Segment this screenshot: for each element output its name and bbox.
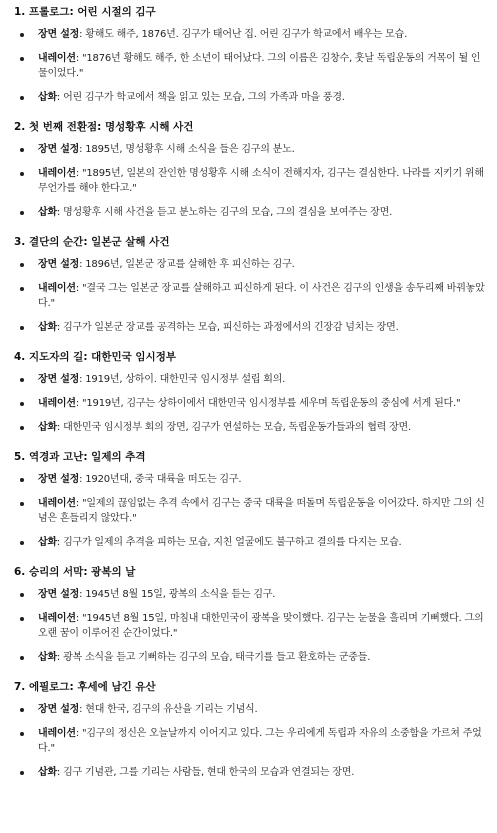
bullet-list bbox=[14, 702, 487, 780]
bullet-icon bbox=[20, 96, 24, 100]
item-text: : "일제의 끊임없는 추격 속에서 김구는 중국 대륙을 떠돌며 독립운동을 이어갔다. 하지만 그의 신념은 흔들리지 않았다." bbox=[38, 498, 485, 524]
bullet-icon bbox=[20, 478, 24, 482]
list-item bbox=[14, 535, 487, 550]
item-text: : 김구가 일본군 장교를 공격하는 모습, 피신하는 과정에서의 긴장감 넘치는 장면. bbox=[56, 322, 399, 333]
item-text: : "1945년 8월 15일, 마침내 대한민국이 광복을 맞이했다. 김구는 눈물을 흘리며 기뻐했다. 그의 오랜 꿈이 이루어진 순간이었다." bbox=[38, 613, 484, 639]
item-label: 장면 설정 bbox=[38, 589, 80, 600]
list-item bbox=[14, 587, 487, 602]
bullet-icon bbox=[20, 656, 24, 660]
item-text: : 1920년대, 중국 대륙을 떠도는 김구. bbox=[79, 474, 242, 485]
list-item bbox=[14, 496, 487, 526]
bullet-icon bbox=[20, 172, 24, 176]
bullet-icon bbox=[20, 287, 24, 291]
item-text: : 현대 한국, 김구의 유산을 기리는 기념식. bbox=[79, 704, 258, 715]
bullet-icon bbox=[20, 502, 24, 506]
section-title: 2. 첫 번째 전환점: 명성황후 시해 사건 bbox=[14, 121, 194, 133]
item-text: : "김구의 정신은 오늘날까지 이어지고 있다. 그는 우리에게 독립과 자유의 소중함을 가르쳐 주었다." bbox=[38, 728, 482, 754]
item-text: : 1895년, 명성황후 시해 소식을 들은 김구의 분노. bbox=[79, 144, 295, 155]
item-text: : 1896년, 일본군 장교를 살해한 후 피신하는 김구. bbox=[79, 259, 295, 270]
bullet-list bbox=[14, 142, 487, 220]
item-text: : "결국 그는 일본군 장교를 살해하고 피신하게 된다. 이 사건은 김구의 인생을 송두리째 바꿔놓았다." bbox=[38, 283, 485, 309]
list-item bbox=[14, 205, 487, 220]
bullet-icon bbox=[20, 541, 24, 545]
item-label: 삽화 bbox=[38, 207, 57, 218]
list-item bbox=[14, 472, 487, 487]
list-item bbox=[14, 142, 487, 157]
item-label: 장면 설정 bbox=[38, 29, 80, 40]
bullet-icon bbox=[20, 211, 24, 215]
list-item bbox=[14, 611, 487, 641]
bullet-list bbox=[14, 472, 487, 550]
item-text: : "1876년 황해도 해주, 한 소년이 태어났다. 그의 이름은 김창수, 훗날 독립운동의 거목이 될 인물이었다." bbox=[38, 53, 481, 79]
section-title: 4. 지도자의 길: 대한민국 임시정부 bbox=[14, 351, 176, 363]
bullet-icon bbox=[20, 326, 24, 330]
bullet-icon bbox=[20, 617, 24, 621]
section-4 bbox=[14, 349, 487, 435]
section-6 bbox=[14, 564, 487, 665]
item-label: 내레이션 bbox=[38, 728, 76, 739]
section-title: 6. 승리의 서막: 광복의 날 bbox=[14, 566, 136, 578]
item-label: 삽화 bbox=[38, 322, 57, 333]
list-item bbox=[14, 166, 487, 196]
item-label: 삽화 bbox=[38, 652, 57, 663]
item-label: 내레이션 bbox=[38, 283, 76, 294]
item-label: 내레이션 bbox=[38, 168, 76, 179]
list-item bbox=[14, 90, 487, 105]
section-title: 1. 프롤로그: 어린 시절의 김구 bbox=[14, 6, 156, 18]
section-3 bbox=[14, 234, 487, 335]
item-label: 장면 설정 bbox=[38, 144, 80, 155]
list-item bbox=[14, 396, 487, 411]
list-item bbox=[14, 420, 487, 435]
list-item bbox=[14, 702, 487, 717]
section-title: 5. 역경과 고난: 일제의 추격 bbox=[14, 451, 146, 463]
section-7 bbox=[14, 679, 487, 780]
bullet-icon bbox=[20, 593, 24, 597]
bullet-icon bbox=[20, 263, 24, 267]
bullet-list bbox=[14, 372, 487, 435]
bullet-icon bbox=[20, 732, 24, 736]
list-item bbox=[14, 726, 487, 756]
item-text: : 광복 소식을 듣고 기뻐하는 김구의 모습, 태극기를 들고 환호하는 군중들. bbox=[56, 652, 371, 663]
list-item bbox=[14, 281, 487, 311]
item-label: 삽화 bbox=[38, 537, 57, 548]
item-text: : 대한민국 임시정부 회의 장면, 김구가 연설하는 모습, 독립운동가들과의 협력 장면. bbox=[56, 422, 411, 433]
item-label: 내레이션 bbox=[38, 613, 76, 624]
item-label: 내레이션 bbox=[38, 53, 76, 64]
bullet-list bbox=[14, 587, 487, 665]
bullet-list bbox=[14, 27, 487, 105]
item-text: : "1895년, 일본의 잔인한 명성황후 시해 소식이 전해지자, 김구는 결심한다. 나라를 지키기 위해 무언가를 해야 한다고." bbox=[38, 168, 484, 194]
item-text: : "1919년, 김구는 상하이에서 대한민국 임시정부를 세우며 독립운동의 중심에 서게 된다." bbox=[75, 398, 461, 409]
section-1 bbox=[14, 4, 487, 105]
section-title: 3. 결단의 순간: 일본군 살해 사건 bbox=[14, 236, 170, 248]
item-text: : 1945년 8월 15일, 광복의 소식을 듣는 김구. bbox=[79, 589, 276, 600]
section-2 bbox=[14, 119, 487, 220]
item-text: : 김구 기념관, 그를 기리는 사람들, 현대 한국의 모습과 연결되는 장면. bbox=[56, 767, 355, 778]
bullet-icon bbox=[20, 378, 24, 382]
bullet-icon bbox=[20, 57, 24, 61]
item-label: 장면 설정 bbox=[38, 704, 80, 715]
item-label: 장면 설정 bbox=[38, 259, 80, 270]
bullet-icon bbox=[20, 426, 24, 430]
item-label: 삽화 bbox=[38, 767, 57, 778]
bullet-icon bbox=[20, 708, 24, 712]
item-label: 내레이션 bbox=[38, 398, 76, 409]
item-label: 삽화 bbox=[38, 422, 57, 433]
item-label: 삽화 bbox=[38, 92, 57, 103]
bullet-icon bbox=[20, 402, 24, 406]
list-item bbox=[14, 320, 487, 335]
list-item bbox=[14, 257, 487, 272]
bullet-icon bbox=[20, 148, 24, 152]
list-item bbox=[14, 372, 487, 387]
list-item bbox=[14, 765, 487, 780]
item-label: 장면 설정 bbox=[38, 374, 80, 385]
item-text: : 황해도 해주, 1876년. 김구가 태어난 집. 어린 김구가 학교에서 배우는 모습. bbox=[79, 29, 408, 40]
item-text: : 김구가 일제의 추격을 피하는 모습, 지친 얼굴에도 불구하고 결의를 다지는 모습. bbox=[56, 537, 402, 548]
item-label: 장면 설정 bbox=[38, 474, 80, 485]
item-text: : 명성황후 시해 사건을 듣고 분노하는 김구의 모습, 그의 결심을 보여주는 장면. bbox=[56, 207, 393, 218]
bullet-icon bbox=[20, 33, 24, 37]
bullet-list bbox=[14, 257, 487, 335]
item-text: : 어린 김구가 학교에서 책을 읽고 있는 모습, 그의 가족과 마을 풍경. bbox=[56, 92, 345, 103]
list-item bbox=[14, 51, 487, 81]
item-text: : 1919년, 상하이. 대한민국 임시정부 설립 회의. bbox=[79, 374, 286, 385]
item-label: 내레이션 bbox=[38, 498, 76, 509]
section-5 bbox=[14, 449, 487, 550]
bullet-icon bbox=[20, 771, 24, 775]
section-title: 7. 에필로그: 후세에 남긴 유산 bbox=[14, 681, 156, 693]
list-item bbox=[14, 650, 487, 665]
list-item bbox=[14, 27, 487, 42]
